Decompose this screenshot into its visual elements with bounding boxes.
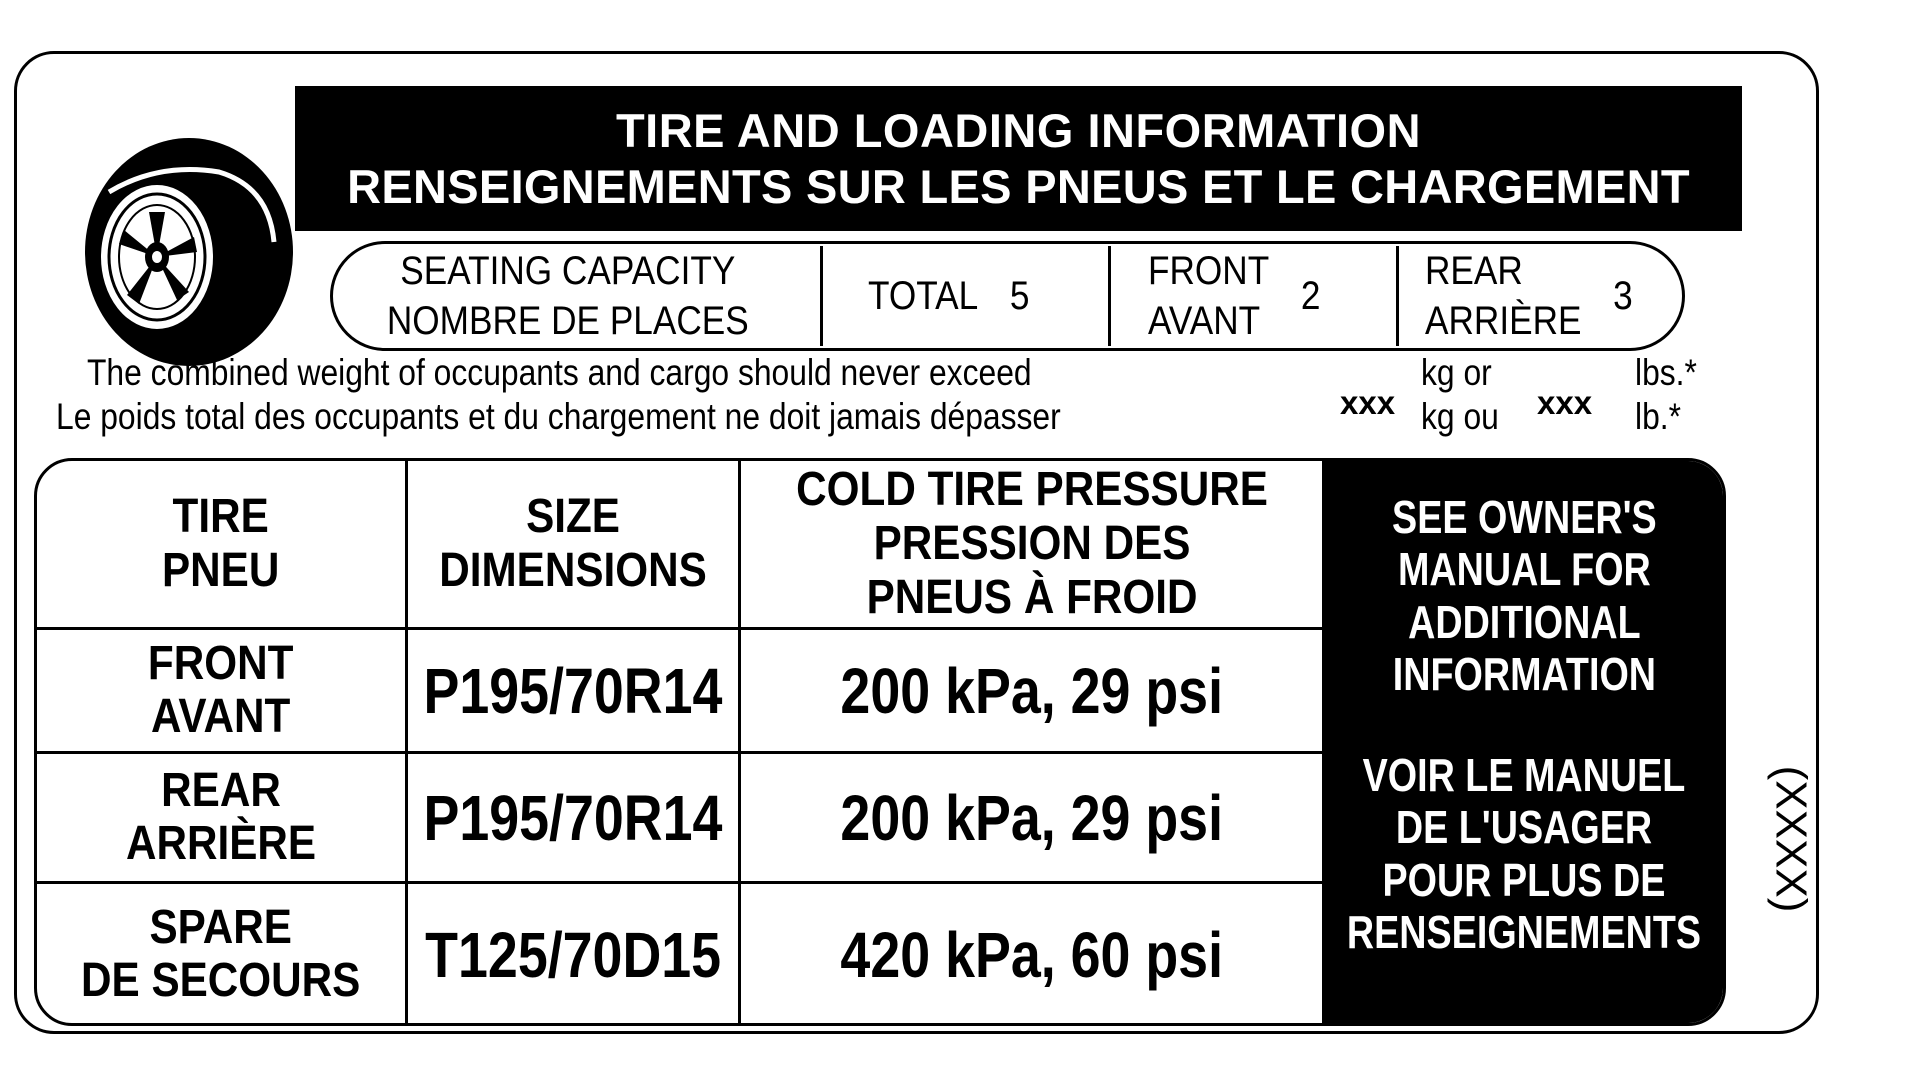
weight-kg-en: kg or <box>1421 352 1492 393</box>
manual-note-fr <box>1347 749 1701 959</box>
manual-note-line: ADDITIONAL <box>1407 595 1641 648</box>
seating-rear-en: REAR <box>1425 249 1523 293</box>
header-pressure <box>741 461 1323 627</box>
seating-front-fr: AVANT <box>1148 299 1261 343</box>
table-row-front-pressure <box>741 630 1323 751</box>
title-fr: RENSEIGNEMENTS SUR LES PNEUS ET LE CHARGEMENT <box>347 159 1690 213</box>
manual-note-line: DE L'USAGER <box>1395 801 1653 854</box>
row-size: P195/70R14 <box>423 781 723 854</box>
seating-label-fr: NOMBRE DE PLACES <box>386 299 749 343</box>
seating-total-value: 5 <box>1009 274 1030 318</box>
manual-note-line: POUR PLUS DE <box>1382 853 1666 906</box>
header-tire <box>37 461 405 627</box>
manual-note-line: RENSEIGNEMENTS <box>1346 906 1702 959</box>
title-en: TIRE AND LOADING INFORMATION <box>615 104 1422 158</box>
weight-lb-value: xxx <box>1537 384 1593 421</box>
table-row-rear-size <box>408 754 738 881</box>
row-tire-en: SPARE <box>149 901 293 955</box>
row-tire-en: REAR <box>161 763 281 817</box>
manual-note-line: SEE OWNER'S <box>1391 491 1657 543</box>
weight-line-fr: Le poids total des occupants et du chargement ne doit jamais dépasser <box>56 396 1061 437</box>
seating-rear <box>1425 244 1636 348</box>
header-pressure-line3: PNEUS À FROID <box>866 570 1198 624</box>
weight-lb-fr: lb.* <box>1635 396 1681 437</box>
table-row-spare-tire <box>37 884 405 1026</box>
header-size <box>408 461 738 627</box>
manual-note-en <box>1392 491 1657 701</box>
row-pressure: 200 kPa, 29 psi <box>840 654 1224 727</box>
header-tire-fr: PNEU <box>162 544 280 597</box>
row-pressure: 420 kPa, 60 psi <box>840 919 1224 991</box>
owners-manual-note <box>1322 461 1726 1026</box>
tire-pressure-table <box>34 458 1726 1026</box>
table-row-rear-tire <box>37 754 405 881</box>
row-tire-fr: DE SECOURS <box>81 954 361 1007</box>
tire-icon <box>69 132 299 372</box>
manual-note-line: MANUAL FOR <box>1397 543 1651 596</box>
table-row-spare-pressure <box>741 884 1323 1026</box>
header-tire-en: TIRE <box>172 490 270 544</box>
tire-loading-label <box>14 51 1819 1034</box>
manual-note-line: VOIR LE MANUEL <box>1362 748 1686 801</box>
header-pressure-line1: COLD TIRE PRESSURE <box>796 463 1268 517</box>
seating-divider <box>1108 246 1111 346</box>
seating-divider <box>820 246 823 346</box>
seating-front <box>1148 244 1350 348</box>
header-banner <box>295 86 1742 231</box>
label-code: (XXXX) <box>1766 765 1816 913</box>
weight-kg-fr: kg ou <box>1421 396 1499 437</box>
seating-divider <box>1396 246 1399 346</box>
weight-kg-value: xxx <box>1340 384 1396 421</box>
row-tire-fr: ARRIÈRE <box>125 816 317 870</box>
row-tire-fr: AVANT <box>151 689 291 743</box>
row-size: T125/70D15 <box>425 919 721 991</box>
header-size-en: SIZE <box>526 490 620 544</box>
manual-note-line: INFORMATION <box>1392 648 1656 701</box>
weight-lb-en: lbs.* <box>1635 352 1697 393</box>
seating-rear-value: 3 <box>1613 274 1633 318</box>
seating-capacity-box <box>330 241 1685 351</box>
table-row-rear-pressure <box>741 754 1323 881</box>
weight-line-en: The combined weight of occupants and cargo should never exceed <box>87 352 1032 393</box>
table-row-front-tire <box>37 630 405 751</box>
row-size: P195/70R14 <box>423 654 723 727</box>
seating-total <box>868 244 1070 348</box>
seating-total-label: TOTAL <box>868 274 979 318</box>
table-row-front-size <box>408 630 738 751</box>
seating-rear-fr: ARRIÈRE <box>1425 299 1582 343</box>
header-pressure-line2: PRESSION DES <box>873 517 1191 571</box>
header-size-fr: DIMENSIONS <box>439 544 707 597</box>
seating-capacity-label <box>383 244 753 348</box>
seating-label-en: SEATING CAPACITY <box>400 249 736 293</box>
table-row-spare-size <box>408 884 738 1026</box>
seating-front-value: 2 <box>1300 274 1321 318</box>
row-pressure: 200 kPa, 29 psi <box>840 781 1224 854</box>
seating-front-en: FRONT <box>1148 249 1270 293</box>
row-tire-en: FRONT <box>148 636 294 690</box>
